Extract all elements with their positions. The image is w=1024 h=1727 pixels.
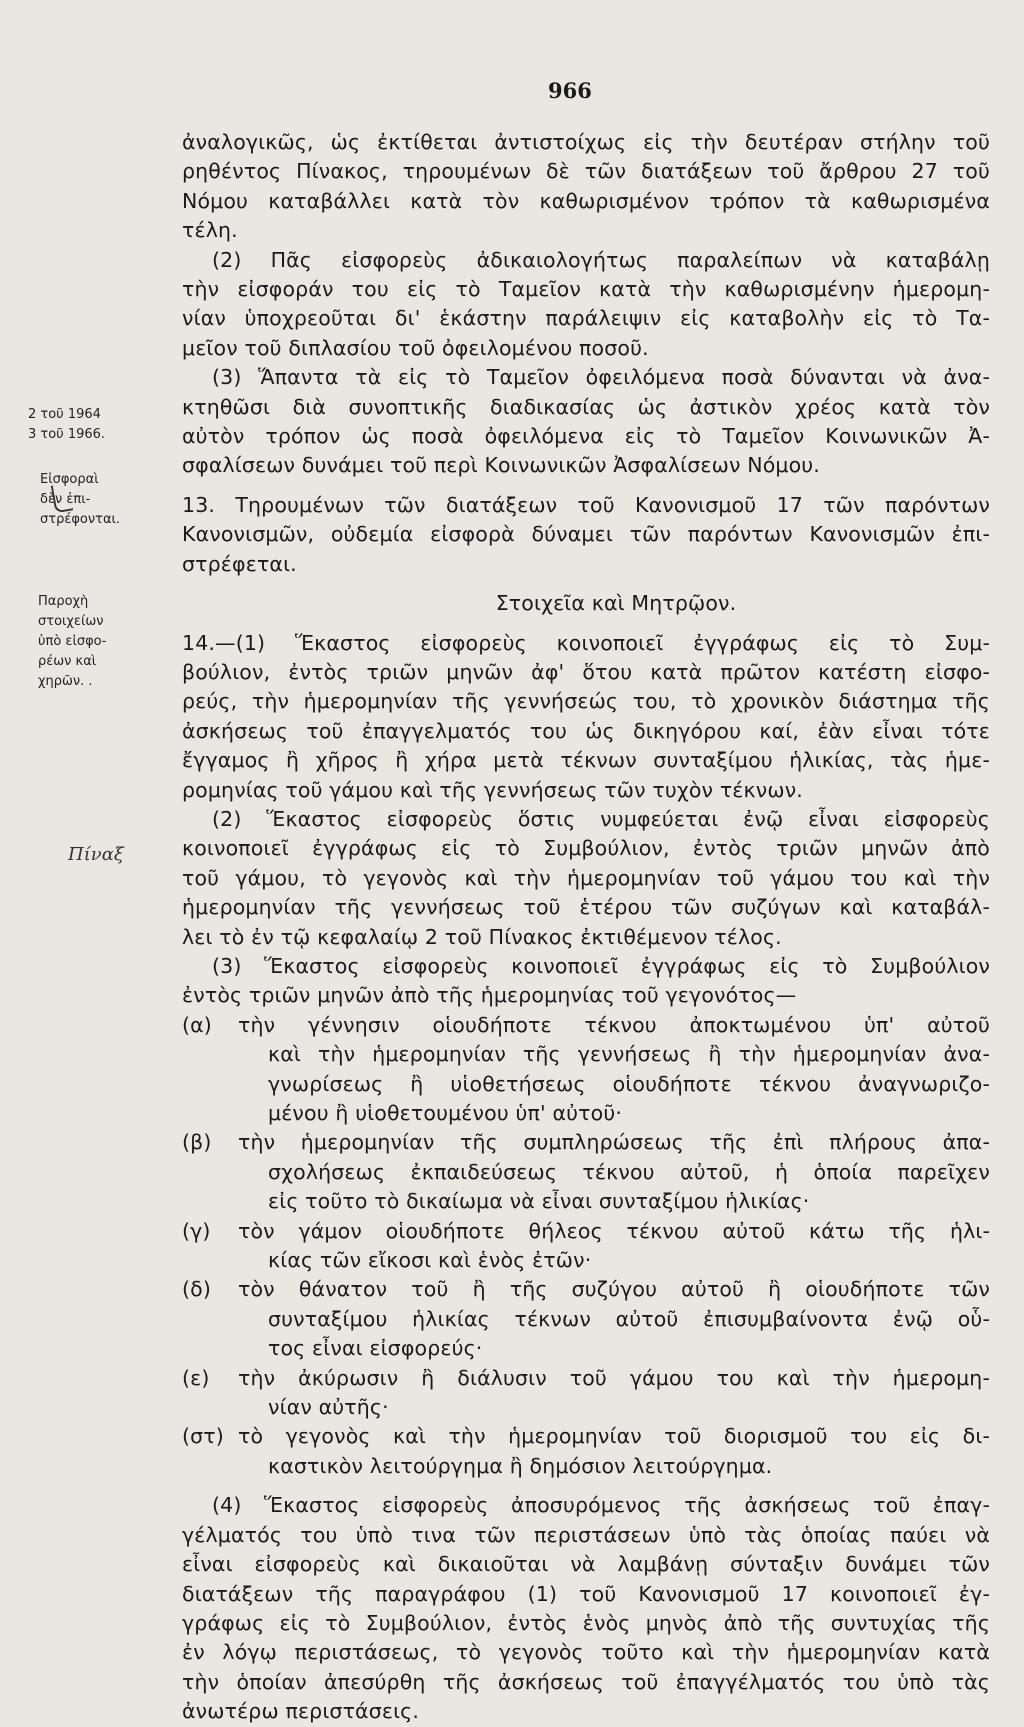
text-line: τὴν ὁποίαν ἀπεσύρθη τῆς ἀσκήσεως τοῦ ἐπαγγέλματός του ὑπὸ τὰς <box>182 1669 990 1694</box>
text-line: σφαλίσεων δυνάμει τοῦ περὶ Κοινωνικῶν Ἀσφαλίσεων Νόμου. <box>182 453 820 478</box>
margin-note-information: στοιχείων <box>38 614 104 629</box>
text-line: (3) Ἕκαστος εἰσφορεὺς κοινοποιεῖ ἐγγράφως εἰς τὸ Συμβούλιον <box>212 953 990 978</box>
margin-note-information: ὑπὸ εἰσφο- <box>38 634 107 649</box>
text-line: ἐντὸς τριῶν μηνῶν ἀπὸ τῆς ἡμερομηνίας τοῦ γεγονότος— <box>182 983 797 1008</box>
text-line: γράφως εἰς τὸ Συμβούλιον, ἐντὸς ἑνὸς μηνὸς ἀπὸ τῆς συντυχίας τῆς <box>182 1610 990 1635</box>
list-item-label: (α) <box>182 1012 212 1037</box>
list-item <box>182 1364 990 1423</box>
text-line: τὸν γάμον οἱουδήποτε θήλεος τέκνου αὐτοῦ κάτω τῆς ἡλι- <box>238 1218 990 1243</box>
list-item-label: (ε) <box>182 1365 210 1390</box>
text-line: (4) Ἕκαστος εἰσφορεὺς ἀποσυρόμενος τῆς ἀσκήσεως τοῦ ἐπαγ- <box>212 1493 990 1518</box>
text-line: ρηθέντος Πίνακος, τηρουμένων δὲ τῶν διατάξεων τοῦ ἄρθρου 27 τοῦ <box>182 159 990 184</box>
text-line: τοῦ γάμου, τὸ γεγονὸς καὶ τὴν ἡμερομηνίαν τοῦ γάμου του καὶ τὴν <box>182 865 990 890</box>
text-line: λει τὸ ἐν τῷ κεφαλαίῳ 2 τοῦ Πίνακος ἐκτιθέμενον τέλος. <box>182 924 782 949</box>
list-item <box>182 1422 990 1481</box>
list-item <box>182 1011 990 1129</box>
text-line: ἀσκήσεως τοῦ ἐπαγγελματός του ὡς δικηγόρου καί, ἐὰν εἶναι τότε <box>182 718 990 743</box>
list-item <box>182 1275 990 1363</box>
text-line: συνταξίμου ἡλικίας τέκνων αὐτοῦ ἐπισυμβαίνοντα ἐνῷ οὗ- <box>268 1306 990 1331</box>
text-line: τὸ γεγονὸς καὶ τὴν ἡμερομηνίαν τοῦ διορισμοῦ του εἰς δι- <box>238 1424 990 1449</box>
text-line: εἰς τοῦτο τὸ δικαίωμα νὰ εἶναι συνταξίμου ἡλικίας· <box>268 1189 810 1214</box>
list-item-label: (στ) <box>182 1424 224 1449</box>
margin-note-information: ρέων καὶ <box>38 654 97 669</box>
handwritten-note: Πίναξ <box>68 844 124 865</box>
text-line: τὴν γέννησιν οἱουδήποτε τέκνου ἀποκτωμένου ὑπ' αὐτοῦ <box>238 1012 990 1037</box>
margin-note-reference: 3 τοῦ 1966. <box>28 427 106 442</box>
text-line: 14.—(1) Ἕκαστος εἰσφορεὺς κοινοποιεῖ ἐγγράφως εἰς τὸ Συμ- <box>182 630 990 655</box>
text-line: κίας τῶν εἴκοσι καὶ ἑνὸς ἐτῶν· <box>268 1248 592 1273</box>
text-line: στρέφεται. <box>182 551 297 576</box>
body-text <box>182 128 990 1727</box>
text-line: αὐτὸν τρόπον ὡς ποσὰ ὀφειλόμενα εἰς τὸ Ταμεῖον Κοινωνικῶν Ἀ- <box>182 424 990 449</box>
text-line: μένου ἢ υἱοθετουμένου ὑπ' αὐτοῦ· <box>268 1101 623 1125</box>
text-line: ἀναλογικῶς, ὡς ἐκτίθεται ἀντιστοίχως εἰς τὴν δευτέραν στήλην τοῦ <box>182 130 990 154</box>
text-line: καὶ τὴν ἡμερομηνίαν τῆς γεννήσεως ἢ τὴν ἡμερομηνίαν ἀνα- <box>268 1042 990 1067</box>
text-line: ἐν λόγῳ περιστάσεως, τὸ γεγονὸς τοῦτο καὶ τὴν ἡμερομηνίαν κατὰ <box>182 1640 990 1665</box>
text-line: γέλματός του ὑπὸ τινα τῶν περιστάσεων ὑπὸ τὰς ὁποίας παύει νὰ <box>182 1522 990 1547</box>
text-line: κοινοποιεῖ ἐγγράφως εἰς τὸ Συμβούλιον, ἐντὸς τριῶν μηνῶν ἀπὸ <box>182 836 990 861</box>
text-line: τὴν ἡμερομηνίαν τῆς συμπληρώσεως τῆς ἐπὶ πλήρους ἀπα- <box>238 1130 990 1155</box>
text-line: ἡμερομηνίαν τῆς γεννήσεως τοῦ ἑτέρου τῶν συζύγων καὶ καταβάλ- <box>182 895 990 920</box>
text-line: βούλιον, ἐντὸς τριῶν μηνῶν ἀφ' ὅτου κατὰ πρῶτον κατέστη εἰσφο- <box>182 659 990 684</box>
list-item-label: (δ) <box>182 1277 211 1302</box>
text-line: τέλη. <box>182 218 238 243</box>
text-line: Κανονισμῶν, οὐδεμία εἰσφορὰ δύναμει τῶν παρόντων Κανονισμῶν ἐπι- <box>182 522 990 547</box>
text-line: ρεύς, τὴν ἡμερομηνίαν τῆς γεννήσεώς του, τὸ χρονικὸν διάστημα τῆς <box>182 689 990 714</box>
text-line: ρομηνίας τοῦ γάμου καὶ τῆς γεννήσεως τῶν τυχὸν τέκνων. <box>182 777 803 802</box>
text-line: (2) Πᾶς εἰσφορεὺς ἀδικαιολογήτως παραλείπων νὰ καταβάλῃ <box>212 247 990 272</box>
list-item-label: (γ) <box>182 1218 211 1243</box>
text-line: μεῖον τοῦ διπλασίου τοῦ ὀφειλομένου ποσοῦ. <box>182 335 649 360</box>
list-item <box>182 1128 990 1216</box>
text-line: τὴν ἀκύρωσιν ἢ διάλυσιν τοῦ γάμου του καὶ τὴν ἡμερομη- <box>238 1365 990 1390</box>
margin-note-contributions: Εἰσφοραὶ <box>40 472 99 487</box>
text-line: Νόμου καταβάλλει κατὰ τὸν καθωρισμένον τρόπον τὰ καθωρισμένα <box>182 188 990 213</box>
text-line: (3) Ἅπαντα τὰ εἰς τὸ Ταμεῖον ὀφειλόμενα ποσὰ δύνανται νὰ ἀνα- <box>212 365 990 390</box>
text-line: κτηθῶσι διὰ συνοπτικῆς διαδικασίας ὡς ἀστικὸν χρέος κατὰ τὸν <box>182 394 990 419</box>
list-item-label: (β) <box>182 1130 212 1155</box>
text-line: εἶναι εἰσφορεὺς καὶ δικαιοῦται νὰ λαμβάνῃ σύνταξιν δυνάμει τῶν <box>182 1552 990 1577</box>
text-line: ἀνωτέρω περιστάσεις. <box>182 1699 420 1724</box>
margin-note-contributions: δὲν ἐπι- <box>40 492 91 507</box>
text-line: νίαν ὑποχρεοῦται δι' ἑκάστην παράλειψιν εἰς καταβολὴν εἰς τὸ Τα- <box>182 306 990 331</box>
page-number: 966 <box>548 78 592 103</box>
text-line: καστικὸν λειτούργημα ἢ δημόσιον λειτούργημα. <box>268 1453 773 1478</box>
text-line: τὸν θάνατον τοῦ ἢ τῆς συζύγου αὐτοῦ ἢ οἱουδήποτε τῶν <box>238 1277 990 1302</box>
text-line: 13. Τηρουμένων τῶν διατάξεων τοῦ Κανονισμοῦ 17 τῶν παρόντων <box>182 492 990 517</box>
margin-note-information: Παροχὴ <box>38 594 89 609</box>
list-item <box>182 1217 990 1276</box>
text-line: νίαν αὐτῆς· <box>268 1395 389 1420</box>
margin-note-information: χηρῶν. . <box>38 674 93 689</box>
margin-note-reference: 2 τοῦ 1964 <box>28 407 101 422</box>
section-heading: Στοιχεῖα καὶ Μητρῷον. <box>495 591 737 616</box>
margin-note-contributions: στρέφονται. <box>40 512 121 527</box>
text-line: τὴν εἰσφοράν του εἰς τὸ Ταμεῖον κατὰ τὴν καθωρισμένην ἡμερομη- <box>182 277 990 302</box>
text-line: τος εἶναι εἰσφορεύς· <box>268 1336 483 1361</box>
text-line: σχολήσεως ἐκπαιδεύσεως τέκνου αὐτοῦ, ἡ ὁποία παρεῖχεν <box>268 1159 990 1184</box>
text-line: ἔγγαμος ἢ χῆρος ἢ χήρα μετὰ τέκνων συνταξίμου ἡλικίας, τὰς ἡμε- <box>182 748 990 773</box>
text-line: (2) Ἕκαστος εἰσφορεὺς ὅστις νυμφεύεται ἐνῷ εἶναι εἰσφορεὺς <box>212 806 990 831</box>
text-line: γνωρίσεως ἢ υἱοθετήσεως οἱουδήποτε τέκνου ἀναγνωριζο- <box>268 1071 990 1096</box>
text-line: διατάξεων τῆς παραγράφου (1) τοῦ Κανονισμοῦ 17 κοινοποιεῖ ἐγ- <box>182 1581 990 1606</box>
